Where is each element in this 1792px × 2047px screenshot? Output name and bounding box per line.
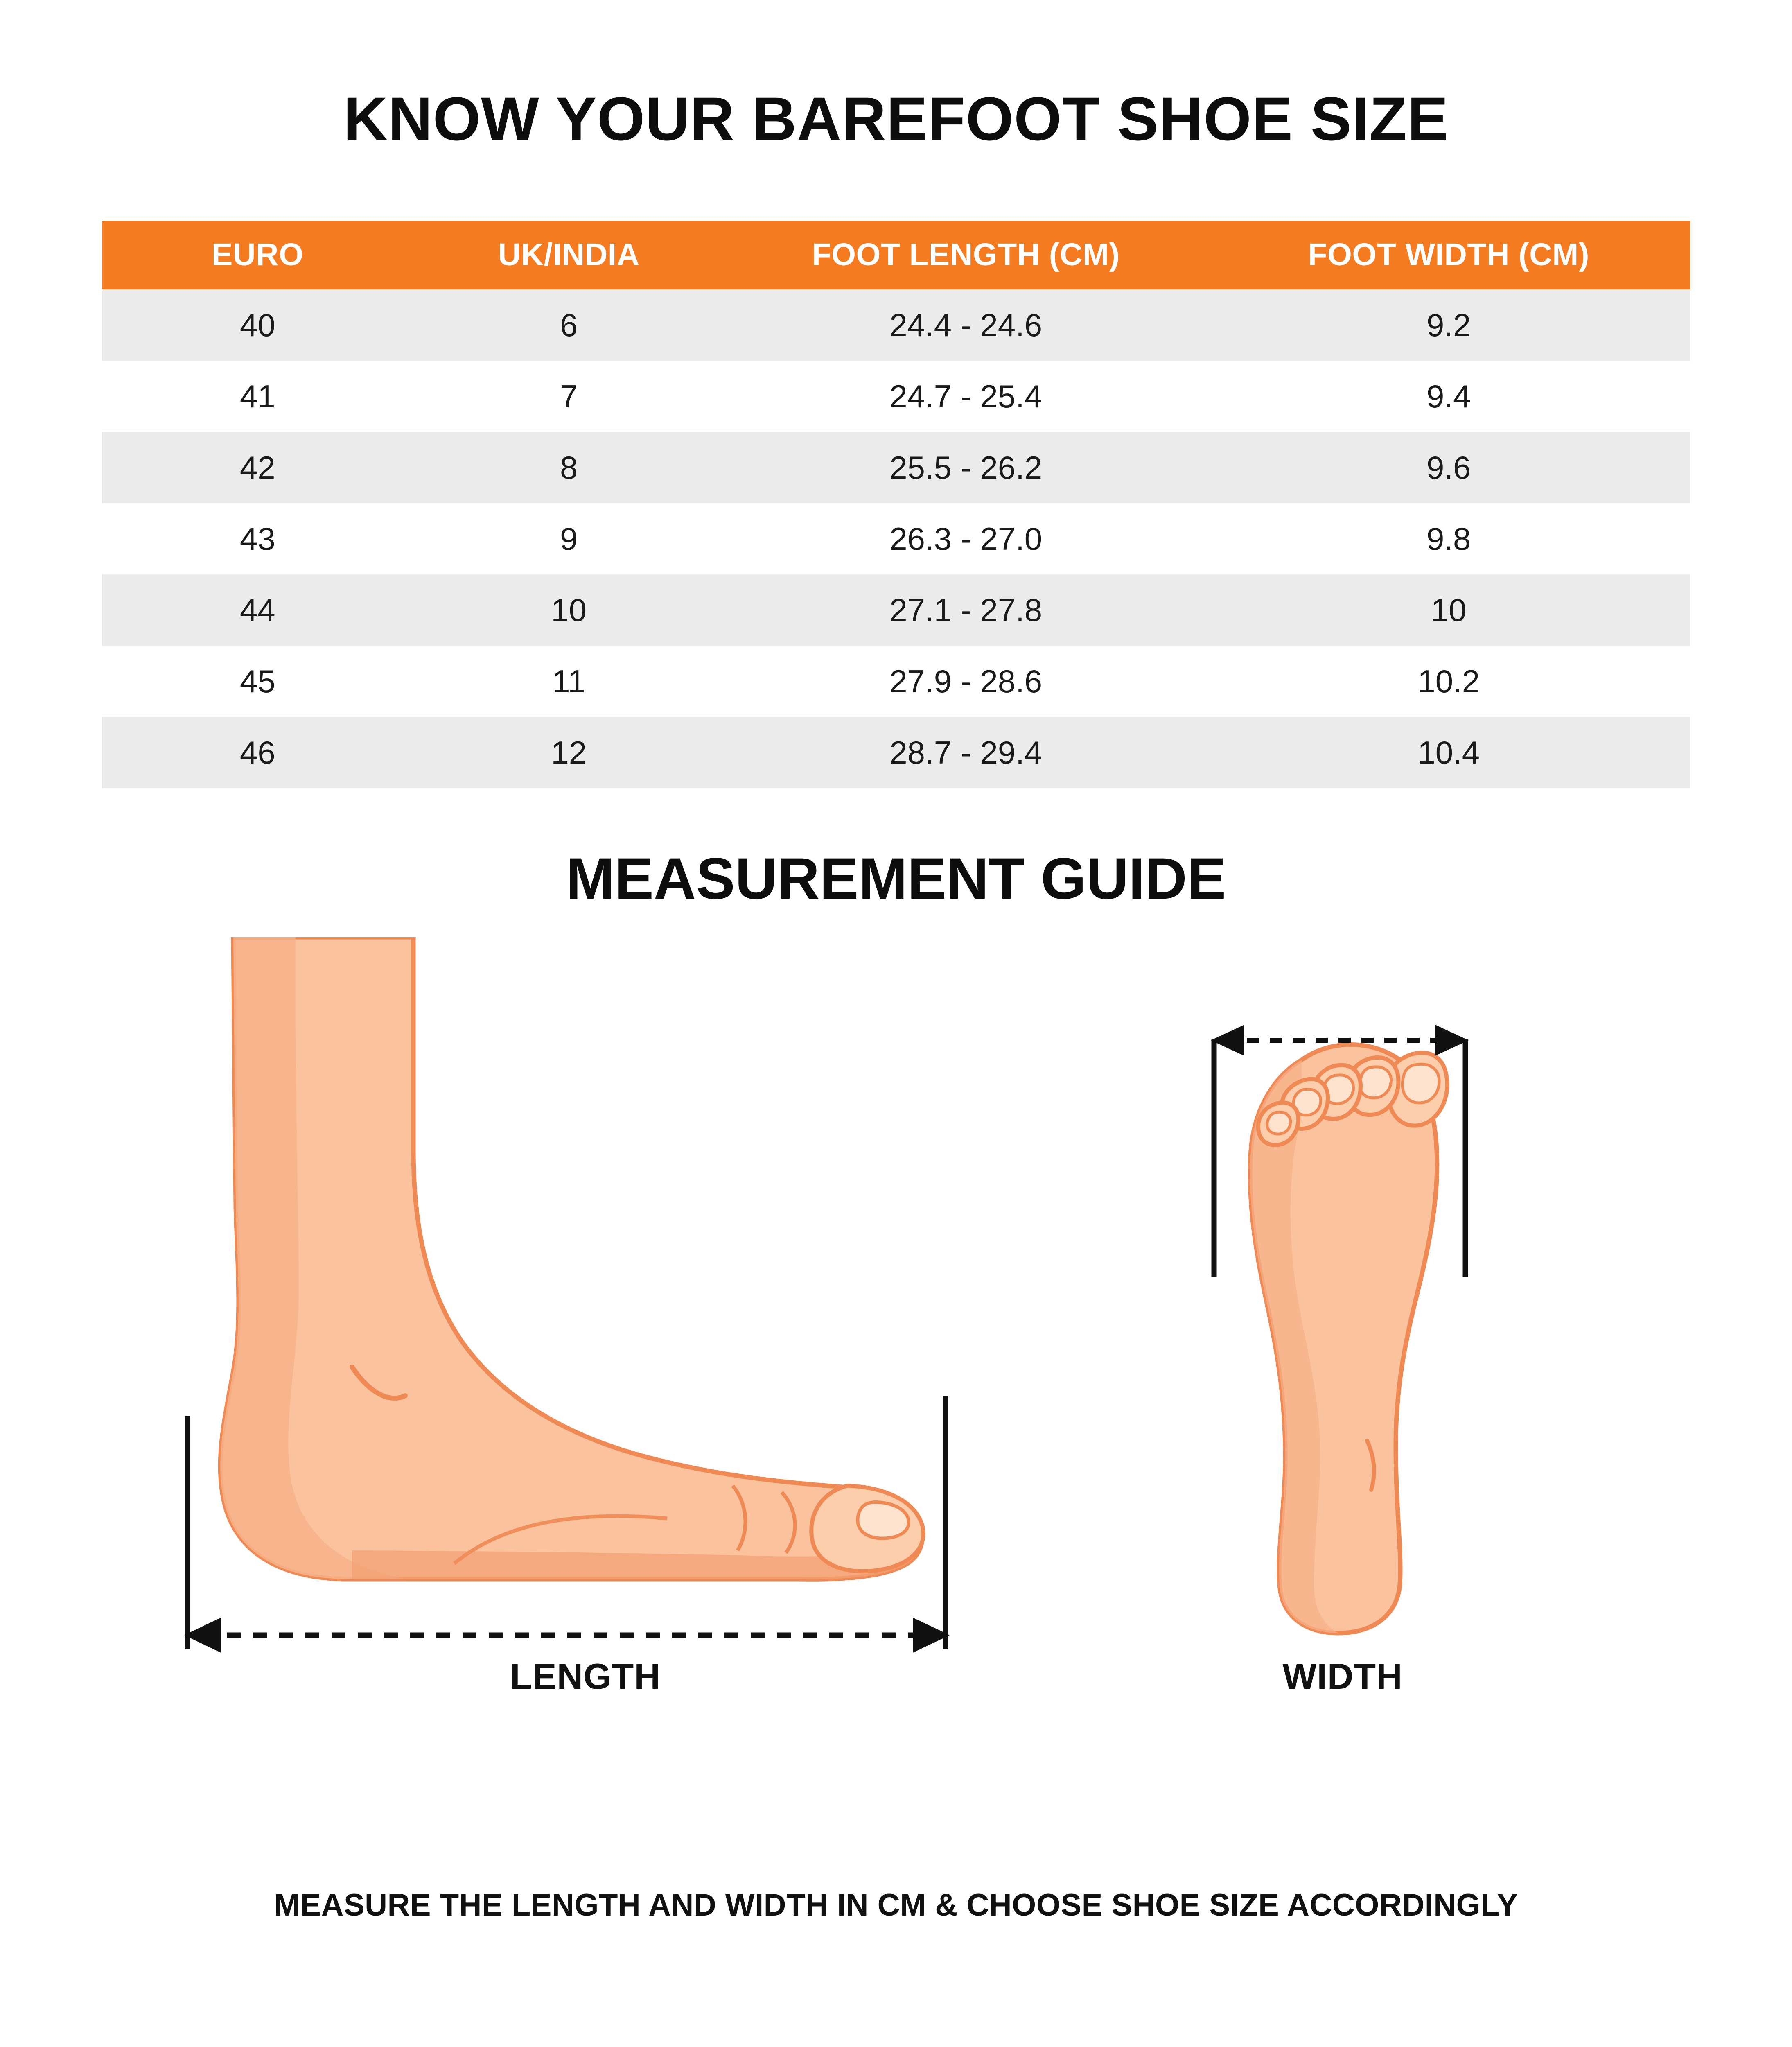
cell-euro: 40 [102,289,413,361]
table-row [102,717,1690,788]
column-header-uk-india: UK/INDIA [413,221,724,289]
cell-euro: 45 [102,646,413,717]
foot-side-view-illustration [176,937,995,1715]
measurement-figures [0,937,1792,1727]
cell-foot-width: 9.6 [1207,432,1690,503]
table-row [102,289,1690,361]
cell-uk-india: 8 [413,432,724,503]
table-row [102,574,1690,646]
foot-top-view-illustration [1179,937,1506,1715]
cell-foot-length: 24.4 - 24.6 [724,289,1207,361]
width-caption: WIDTH [1282,1656,1403,1697]
cell-euro: 44 [102,574,413,646]
column-header-euro: EURO [102,221,413,289]
footer-note: MEASURE THE LENGTH AND WIDTH IN CM & CHOOSE SHOE SIZE ACCORDINGLY [274,1888,1518,1923]
cell-foot-length: 27.9 - 28.6 [724,646,1207,717]
page-title: KNOW YOUR BAREFOOT SHOE SIZE [343,84,1449,153]
table-row [102,503,1690,574]
cell-uk-india: 6 [413,289,724,361]
cell-uk-india: 11 [413,646,724,717]
cell-foot-length: 27.1 - 27.8 [724,574,1207,646]
table-header-row [102,221,1690,289]
cell-uk-india: 10 [413,574,724,646]
cell-foot-width: 9.8 [1207,503,1690,574]
cell-uk-india: 12 [413,717,724,788]
size-table-body [102,289,1690,788]
table-row [102,361,1690,432]
size-table-container [102,221,1690,788]
measurement-guide-title: MEASUREMENT GUIDE [566,846,1226,911]
cell-foot-width: 9.4 [1207,361,1690,432]
cell-foot-width: 10.2 [1207,646,1690,717]
column-header-foot-length: FOOT LENGTH (CM) [724,221,1207,289]
cell-foot-length: 26.3 - 27.0 [724,503,1207,574]
foot-side-view-icon [220,937,923,1579]
column-header-foot-width: FOOT WIDTH (CM) [1207,221,1690,289]
cell-foot-width: 9.2 [1207,289,1690,361]
size-table [102,221,1690,788]
cell-foot-length: 24.7 - 25.4 [724,361,1207,432]
cell-uk-india: 9 [413,503,724,574]
cell-foot-length: 25.5 - 26.2 [724,432,1207,503]
length-caption: LENGTH [510,1656,661,1697]
cell-uk-india: 7 [413,361,724,432]
cell-foot-length: 28.7 - 29.4 [724,717,1207,788]
cell-foot-width: 10.4 [1207,717,1690,788]
foot-top-view-icon [1250,1045,1447,1634]
cell-foot-width: 10 [1207,574,1690,646]
size-table-header [102,221,1690,289]
cell-euro: 46 [102,717,413,788]
cell-euro: 41 [102,361,413,432]
cell-euro: 42 [102,432,413,503]
cell-euro: 43 [102,503,413,574]
table-row [102,432,1690,503]
table-row [102,646,1690,717]
